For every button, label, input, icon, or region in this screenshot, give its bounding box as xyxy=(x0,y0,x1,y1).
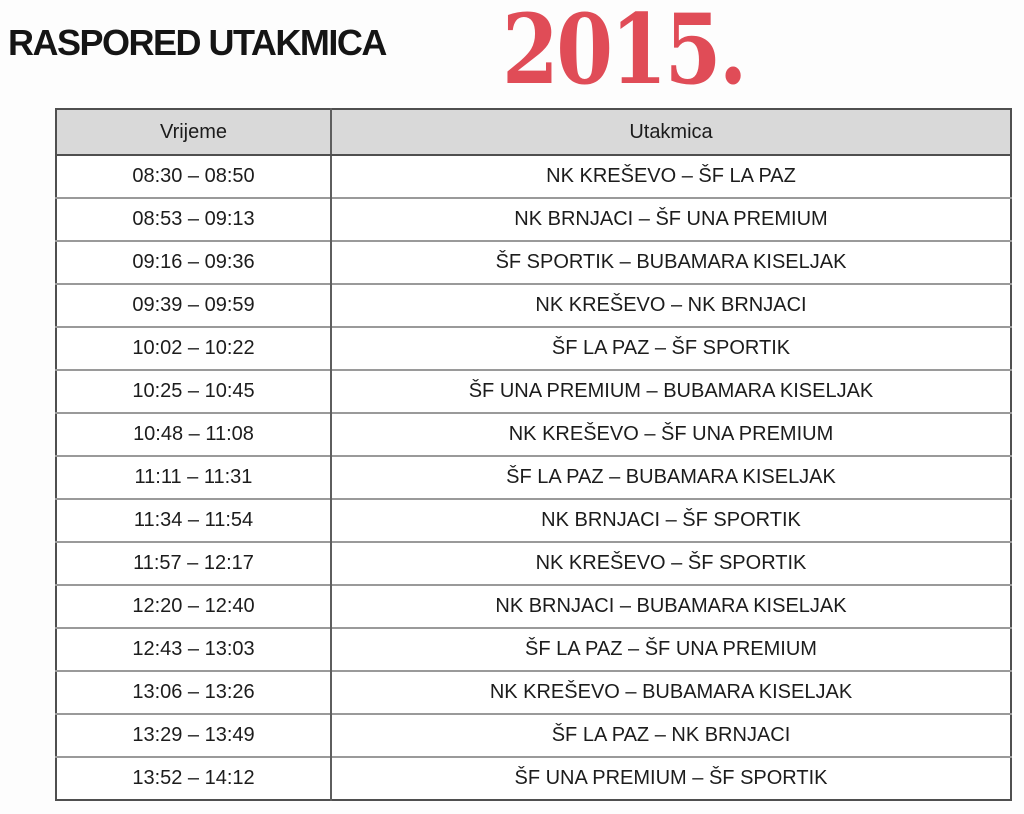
match-cell: ŠF LA PAZ – NK BRNJACI xyxy=(331,714,1011,757)
time-cell: 11:34 – 11:54 xyxy=(56,499,331,542)
table-row xyxy=(56,714,1011,757)
time-cell: 11:11 – 11:31 xyxy=(56,456,331,499)
time-cell: 13:29 – 13:49 xyxy=(56,714,331,757)
time-cell: 12:20 – 12:40 xyxy=(56,585,331,628)
time-cell: 10:25 – 10:45 xyxy=(56,370,331,413)
time-cell: 10:02 – 10:22 xyxy=(56,327,331,370)
match-cell: NK KREŠEVO – ŠF UNA PREMIUM xyxy=(331,413,1011,456)
match-cell: NK KREŠEVO – ŠF LA PAZ xyxy=(331,155,1011,198)
table-row xyxy=(56,327,1011,370)
time-cell: 10:48 – 11:08 xyxy=(56,413,331,456)
time-cell: 13:06 – 13:26 xyxy=(56,671,331,714)
table-row xyxy=(56,370,1011,413)
match-cell: NK BRNJACI – ŠF UNA PREMIUM xyxy=(331,198,1011,241)
time-cell: 12:43 – 13:03 xyxy=(56,628,331,671)
table-row xyxy=(56,198,1011,241)
table-row xyxy=(56,628,1011,671)
table-row xyxy=(56,284,1011,327)
match-cell: NK KREŠEVO – NK BRNJACI xyxy=(331,284,1011,327)
match-cell: NK BRNJACI – ŠF SPORTIK xyxy=(331,499,1011,542)
table-row xyxy=(56,542,1011,585)
time-cell: 08:30 – 08:50 xyxy=(56,155,331,198)
table-row xyxy=(56,499,1011,542)
time-cell: 09:16 – 09:36 xyxy=(56,241,331,284)
table-row xyxy=(56,671,1011,714)
match-cell: NK BRNJACI – BUBAMARA KISELJAK xyxy=(331,585,1011,628)
table-header-row xyxy=(56,109,1011,155)
schedule-table xyxy=(55,108,1012,801)
time-cell: 08:53 – 09:13 xyxy=(56,198,331,241)
table-body xyxy=(56,155,1011,800)
match-cell: ŠF UNA PREMIUM – BUBAMARA KISELJAK xyxy=(331,370,1011,413)
year-label: 2015. xyxy=(502,0,745,106)
match-cell: ŠF LA PAZ – ŠF UNA PREMIUM xyxy=(331,628,1011,671)
match-cell: NK KREŠEVO – BUBAMARA KISELJAK xyxy=(331,671,1011,714)
time-cell: 13:52 – 14:12 xyxy=(56,757,331,800)
column-header-vrijeme: Vrijeme xyxy=(56,109,331,155)
match-cell: ŠF SPORTIK – BUBAMARA KISELJAK xyxy=(331,241,1011,284)
page-title: RASPORED UTAKMICA xyxy=(8,22,386,63)
time-cell: 11:57 – 12:17 xyxy=(56,542,331,585)
table-row xyxy=(56,757,1011,800)
table-row xyxy=(56,241,1011,284)
match-cell: ŠF LA PAZ – ŠF SPORTIK xyxy=(331,327,1011,370)
table-row xyxy=(56,456,1011,499)
match-cell: ŠF LA PAZ – BUBAMARA KISELJAK xyxy=(331,456,1011,499)
table-row xyxy=(56,585,1011,628)
table-row xyxy=(56,155,1011,198)
match-cell: ŠF UNA PREMIUM – ŠF SPORTIK xyxy=(331,757,1011,800)
time-cell: 09:39 – 09:59 xyxy=(56,284,331,327)
table-row xyxy=(56,413,1011,456)
match-cell: NK KREŠEVO – ŠF SPORTIK xyxy=(331,542,1011,585)
column-header-utakmica: Utakmica xyxy=(331,109,1011,155)
